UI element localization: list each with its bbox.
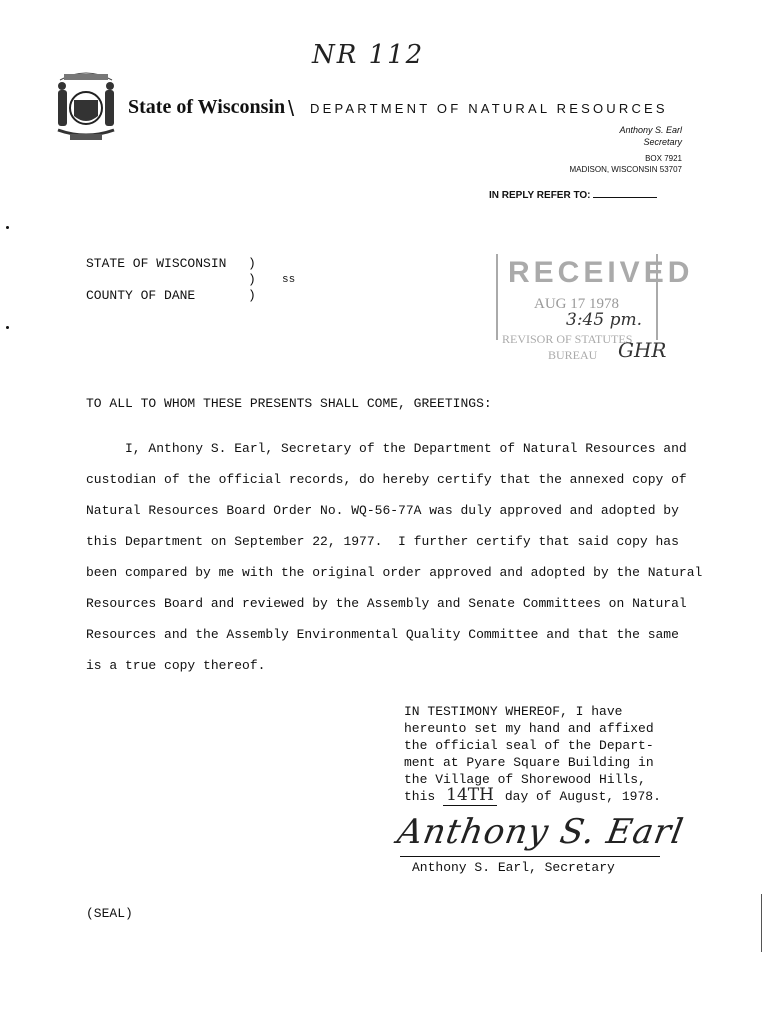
box-address: BOX 7921 (645, 154, 682, 163)
body-line-4: this Department on September 22, 1977. I further certify that said copy has (86, 534, 679, 549)
body-line-6: Resources Board and reviewed by the Assembly and Senate Committees on Natural (86, 596, 687, 611)
testimony-line-5: the Village of Shorewood Hills, (404, 772, 646, 787)
signature-handwritten: Anthony S. Earl (394, 812, 687, 852)
handwritten-annotation: NR 112 (312, 40, 425, 70)
venue-county: COUNTY OF DANE (86, 288, 196, 303)
body-line-8: is a true copy thereof. (86, 658, 266, 673)
reply-refer-label: IN REPLY REFER TO: (489, 190, 657, 201)
secretary-title: Secretary (643, 137, 682, 147)
venue-paren-1: ) (248, 256, 256, 271)
venue-paren-2: ) (248, 272, 256, 287)
stamp-received: RECEIVED (508, 256, 694, 289)
testimony-line-3: the official seal of the Depart- (404, 738, 654, 753)
date-line: this 14TH day of August, 1978. (404, 785, 661, 805)
state-name: State of Wisconsin (128, 96, 286, 118)
secretary-name: Anthony S. Earl (619, 125, 682, 135)
seal-label: (SEAL) (86, 906, 133, 921)
body-line-7: Resources and the Assembly Environmental Quality Committee and that the same (86, 627, 679, 642)
margin-dot (6, 226, 9, 229)
venue-paren-3: ) (248, 288, 256, 303)
header-separator: \ (288, 96, 295, 121)
stamp-time-handwritten: 3:45 pm. (566, 310, 642, 330)
stamp-initials: GHR (618, 338, 667, 362)
margin-dot (6, 326, 9, 329)
venue-state: STATE OF WISCONSIN (86, 256, 227, 271)
department-name: DEPARTMENT OF NATURAL RESOURCES (310, 101, 668, 116)
stamp-office-2: BUREAU (548, 348, 598, 362)
stamp-office-1: REVISOR OF STATUTES (502, 332, 633, 346)
greeting: TO ALL TO WHOM THESE PRESENTS SHALL COME, GREETINGS: (86, 396, 492, 411)
testimony-line-2: hereunto set my hand and affixed (404, 721, 654, 736)
body-line-2: custodian of the official records, do hereby certify that the annexed copy of (86, 472, 687, 487)
state-seal-logo (50, 62, 122, 144)
date-day-handwritten: 14TH (443, 785, 497, 806)
signature-rule (400, 856, 660, 857)
body-line-5: been compared by me with the original order approved and adopted by the Natural (86, 565, 703, 580)
city-address: MADISON, WISCONSIN 53707 (569, 165, 682, 174)
edge-mark (761, 894, 762, 952)
testimony-line-4: ment at Pyare Square Building in (404, 755, 654, 770)
signer-line: Anthony S. Earl, Secretary (412, 860, 615, 875)
testimony-line-1: IN TESTIMONY WHEREOF, I have (404, 704, 623, 719)
body-line-1: I, Anthony S. Earl, Secretary of the Department of Natural Resources and (86, 441, 687, 456)
body-line-3: Natural Resources Board Order No. WQ-56-77A was duly approved and adopted by (86, 503, 679, 518)
received-stamp (490, 252, 694, 370)
stamp-date: AUG 17 1978 (534, 296, 619, 312)
venue-ss: ss (282, 274, 296, 286)
